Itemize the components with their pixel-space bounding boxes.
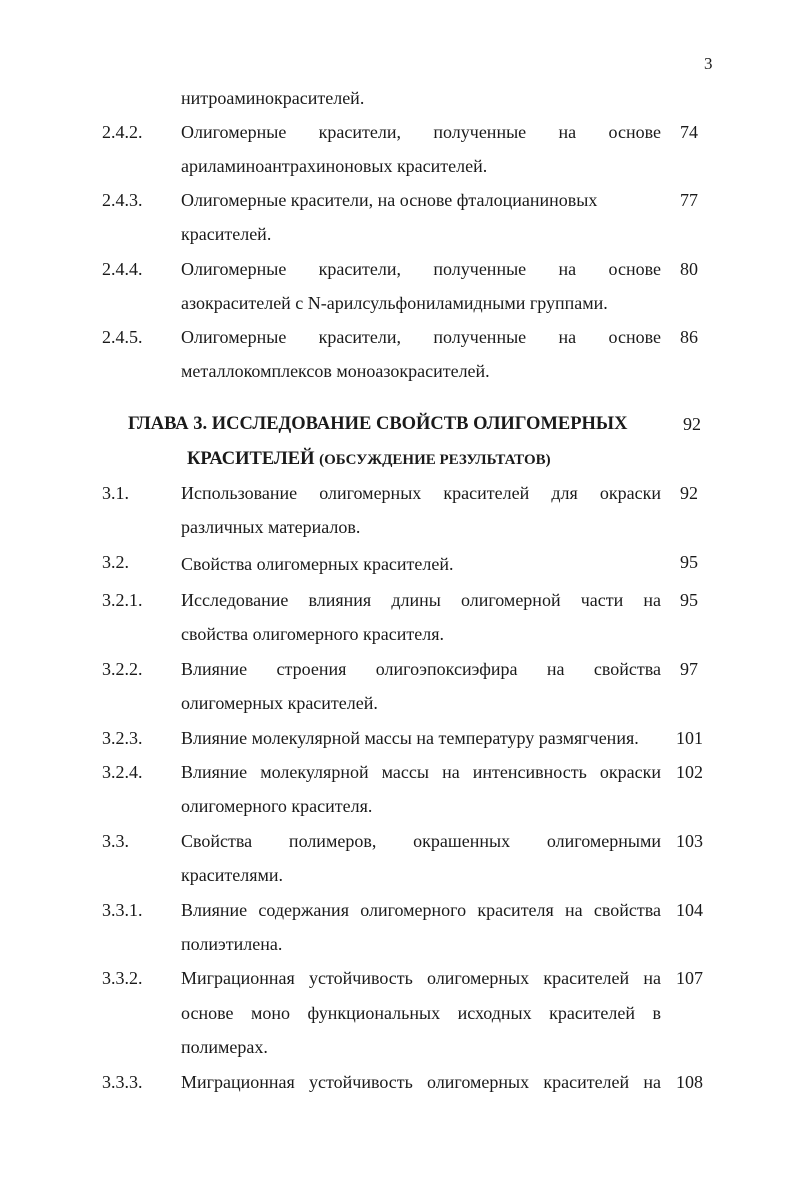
chapter-heading: ГЛАВА 3. ИССЛЕДОВАНИЕ СВОЙСТВ ОЛИГОМЕРНЫХ (128, 414, 628, 434)
toc-entry-page: 74 (680, 122, 698, 142)
chapter-page: 92 (683, 414, 701, 434)
toc-entry-text: Миграционная устойчивость олигомерных красителей на (181, 968, 661, 988)
toc-entry-number: 3.2. (102, 552, 129, 572)
chapter-heading-line2 (187, 448, 551, 471)
toc-entry-number: 3.2.4. (102, 762, 143, 782)
toc-entry-number: 2.4.2. (102, 122, 143, 142)
toc-entry-text: красителей. (181, 224, 272, 244)
toc-entry-page: 102 (676, 762, 703, 782)
toc-entry-page: 95 (680, 590, 698, 610)
toc-entry-number: 2.4.3. (102, 190, 143, 210)
toc-entry-text: металлокомплексов моноазокрасителей. (181, 361, 490, 381)
toc-entry-number: 3.3.1. (102, 900, 143, 920)
toc-entry-text: Влияние содержания олигомерного красителя на свойства (181, 900, 661, 920)
toc-entry-text: основе моно функциональных исходных красителей в (181, 1003, 661, 1023)
toc-entry-text: олигомерного красителя. (181, 796, 373, 816)
toc-entry-text: Использование олигомерных красителей для окраски (181, 483, 661, 503)
toc-entry-page: 86 (680, 327, 698, 347)
toc-entry-text: Олигомерные красители, полученные на основе (181, 259, 661, 279)
toc-entry-number: 3.3. (102, 831, 129, 851)
toc-entry-page: 92 (680, 483, 698, 503)
toc-entry-text: олигомерных красителей. (181, 693, 378, 713)
toc-entry-page: 103 (676, 831, 703, 851)
toc-entry-text: Свойства полимеров, окрашенных олигомерными (181, 831, 661, 851)
toc-entry-text: Влияние строения олигоэпоксиэфира на свойства (181, 659, 661, 679)
chapter-heading-sub: (ОБСУЖДЕНИЕ РЕЗУЛЬТАТОВ) (319, 452, 551, 468)
toc-entry-text: Олигомерные красители, полученные на основе (181, 327, 661, 347)
toc-entry-text: азокрасителей с N-арилсульфониламидными группами. (181, 293, 608, 313)
toc-entry-text: Олигомерные красители, на основе фталоцианиновых (181, 190, 598, 210)
toc-entry-page: 107 (676, 968, 703, 988)
toc-entry-text: Влияние молекулярной массы на температуру размягчения. (181, 728, 639, 748)
toc-entry-number: 3.1. (102, 483, 129, 503)
toc-entry-page: 97 (680, 659, 698, 679)
toc-entry-text: Олигомерные красители, полученные на основе (181, 122, 661, 142)
page-number: 3 (704, 54, 713, 73)
toc-entry-page: 101 (676, 728, 703, 748)
toc-entry-text: Влияние молекулярной массы на интенсивность окраски (181, 762, 661, 782)
toc-entry-text: полимерах. (181, 1037, 268, 1057)
toc-entry-number: 3.2.2. (102, 659, 143, 679)
toc-entry-number: 3.2.1. (102, 590, 143, 610)
toc-entry-text: Свойства олигомерных красителей. (181, 554, 454, 574)
toc-entry-page: 95 (680, 552, 698, 572)
toc-entry-number: 2.4.5. (102, 327, 143, 347)
toc-entry-page: 104 (676, 900, 703, 920)
toc-entry-page: 108 (676, 1072, 703, 1092)
toc-entry-text: различных материалов. (181, 517, 361, 537)
toc-entry-text: Исследование влияния длины олигомерной части на (181, 590, 661, 610)
toc-entry-number: 2.4.4. (102, 259, 143, 279)
chapter-heading-word: КРАСИТЕЛЕЙ (187, 449, 315, 469)
toc-entry-text: полиэтилена. (181, 934, 283, 954)
toc-entry-number: 3.2.3. (102, 728, 143, 748)
toc-entry-text: свойства олигомерного красителя. (181, 624, 444, 644)
toc-entry-page: 80 (680, 259, 698, 279)
toc-entry-text: красителями. (181, 865, 283, 885)
toc-entry-text: ариламиноантрахиноновых красителей. (181, 156, 488, 176)
toc-entry-number: 3.3.3. (102, 1072, 143, 1092)
toc-entry-page: 77 (680, 190, 698, 210)
toc-entry-number: 3.3.2. (102, 968, 143, 988)
toc-entry-text: Миграционная устойчивость олигомерных красителей на (181, 1072, 661, 1092)
toc-entry-text: нитроаминокрасителей. (181, 88, 365, 108)
